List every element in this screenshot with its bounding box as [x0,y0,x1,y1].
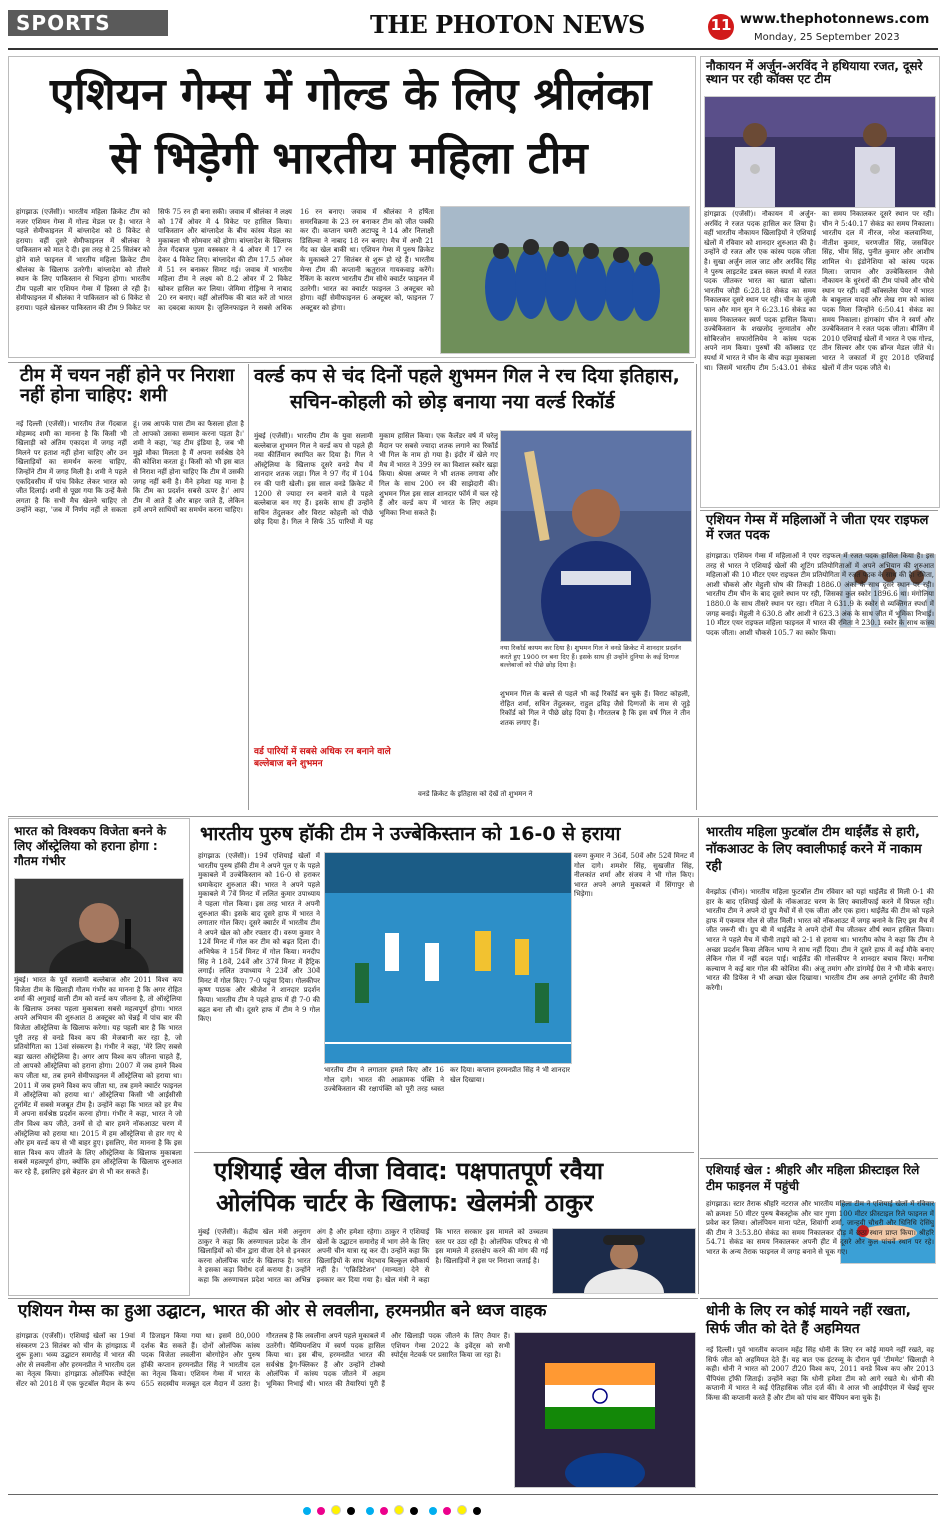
gill-headline-1: वर्ल्ड कप से चंद दिनों पहले शुभमन गिल ने रच दिया इतिहास, [254,365,680,387]
divider [700,1298,938,1299]
opening-headline: एशियन गेम्स का हुआ उद्घाटन, भारत की ओर से लवलीना, हरमनप्रीत बने ध्वज वाहक [18,1301,547,1321]
hockey-photo-match [324,852,572,1064]
gambhir-article-body: मुंबई। भारत के पूर्व सलामी बल्लेबाज और 2011 विश्व कप विजेता टीम के खिलाड़ी गौतम गंभीर का मानना है कि अगर रोहित शर्मा की अगुवाई वाली टीम को वर्ल्ड कप जीतना है, तो ऑस्ट्रेलिया के खिलाफ उनका पहला मुकाबला सबसे महत्वपूर्ण होगा। भारत अपने अभियान की शुरुआत 8 अक्टूबर को चेन्नई में पांच बार की विजेता ऑस्ट्रेलिया के खिलाफ करेगा। यह पहली बार है कि भारत पूरी तरह से वनडे विश्व कप की मेजबानी कर रहा है, जो प्रतियोगिता का 13वां संस्करण है। गंभीर ने कहा, 'मेरे लिए सबसे बड़ा खतरा ऑस्ट्रेलिया है। अगर आप विश्व कप जीतना चाहते हैं, तो आपको ऑस्ट्रेलिया को हराना होगा। 2007 में जब हमने विश्व कप जीता था, तब हमने सेमीफाइनल में ऑस्ट्रेलिया को हराया था। 2011 में जब हमने विश्व कप जीता था, तब हमने क्वार्टर फाइनल में ऑस्ट्रेलिया को हराया था।' ऑस्ट्रेलिया किसी भी आईसीसी टूर्नामेंट में सबसे मजबूत टीम है। उन्होंने कहा कि भारत को हर मैच में अपना सर्वश्रेष्ठ प्रदर्शन करना होगा। गंभीर ने कहा, भारत ने जो तीन विश्व कप जीते, उनमें से दो बार हमने नॉकआउट चरण में ऑस्ट्रेलिया को हराया था। 2015 में हम ऑस्ट्रेलिया से हार गए थे और हम वर्ल्ड कप से भी बाहर हुए। इसलिए, मेरा मानना है कि इस साल विश्व कप जीतने के लिए ऑस्ट्रेलिया के खिलाफ मुकाबला सबसे महत्वपूर्ण होगा, क्योंकि हम ऑस्ट्रेलिया के खिलाफ शुरुआत कर रहे हैं, इसलिए इसे बेहतर ढंग से भी कर सकते हैं। [14,976,182,1176]
hockey-article-body: हांगझाऊ (एजेंसी)। 19वें एशियाई खेलों में भारतीय पुरुष हॉकी टीम ने अपने पूल ए के पहले मुकाबले में उज्बेकिस्तान को 16-0 से हराकर धमाकेदार शुरुआत की। भारत ने अपने पहले मुकाबले में 7वें मिनट में ललित कुमार उपाध्याय ने पहला गोल किया। इस तरह भारत ने अपनी शुरुआत की। इसके बाद दूसरे हाफ में भारत ने लगातार गोल किए। दूसरे क्वार्टर में भारतीय टीम ने अपने खेल को और रफ्तार दी। वरुण कुमार ने 12वें मिनट में गोल कर टीम को बढ़त दिला दी। अभिषेक ने 15वें मिनट में गोल किया। मनदीप सिंह ने 18वें, 24वें और 37वें मिनट में हैट्रिक लगाई। ललित उपाध्याय ने 23वें और 30वें मिनट में गोल किए। 7-0 पहुंचा दिया। गोलकीपर कृष्ण पाठक और श्रीजेश ने शानदार प्रदर्शन किया। भारतीय टीम ने पहले हाफ में ही 7-0 की बढ़त बना ली थी। दूसरे हाफ में टीम ने 9 गोल किए। [198,852,320,1024]
opening-photo-flag-bearers [514,1332,696,1488]
gill-pullquote: वर्ड पारियों में सबसे अधिक रन बनाने वाले बल्लेबाज बने शुभमन [254,747,391,769]
lead-article-body: हांगझाऊ (एजेंसी)। भारतीय महिला क्रिकेट टीम को नजर एशियन गेम्स में गोल्ड मेडल पर है। भारत ने पहले सेमीफाइनल में बांग्लादेश को 8 विकेट से हराया। वहीं दूसरे सेमीफाइनल में श्रीलंका ने पाकिस्तान को मात दे दी। इस तरह से 25 सितंबर को होने वाले फाइनल में भारतीय महिला क्रिकेट टीम श्रीलंका के खिलाफ उतरेगी। बांग्लादेश को तीसरे स्थान के लिए पाकिस्तान से भिड़ना होगा। भारतीय टीम पहली बार एशियन गेम्स में हिस्सा ले रही है। सेमीफाइनल में श्रीलंका ने पाकिस्तान को 6 विकेट से हराया। पहले खेलकर पाकिस्तान की टीम 9 विकेट पर सिर्फ 75 रन ही बना सकी। जवाब में श्रीलंका ने लक्ष्य को 17वें ओवर में 4 विकेट पर हासिल किया। पाकिस्तान और बांग्लादेश के बीच कांस्य मेडल का मुकाबला भी सोमवार को होगा। बांग्लादेश के खिलाफ तेज गेंदबाज पूजा वस्त्रकार ने 4 ओवर में 17 रन देकर 4 विकेट लिए। बांग्लादेश की टीम 17.5 ओवर में 51 रन बनाकर सिमट गई। जवाब में भारतीय महिला टीम ने लक्ष्य को 8.2 ओवर में 2 विकेट खोकर हासिल कर लिया। जेमिमा रोड्रिग्स ने नाबाद 20 रन बनाए। वहीं ओलंपिक की बात करें तो भारत का दबदबा कायम है। जुलिनफाइल ने सबसे अधिक 16 रन बनाए। जवाब में श्रीलंका ने हर्षिता समरविक्रमा के 23 रन बनाकर टीम को जीत पक्की कर दी। कप्तान चमरी अटापट्टू ने 14 और निलाक्षी डिसिल्वा ने नाबाद 18 रन बनाए। मैच में अभी 21 गेंद का खेल बाकी था। एशियन गेम्स में पुरुष क्रिकेट के मुकाबले 27 सितंबर से शुरू हो रहे हैं। भारतीय मेन्स टीम की कप्तानी ऋतुराज गायकवाड़ करेंगे। रैंकिंग के कारण भारतीय टीम सीधे क्वार्टर फाइनल में उतरेगी। भारत का क्वार्टर फाइनल 3 अक्टूबर को होगा। वहीं सेमीफाइनल 6 अक्टूबर को, फाइनल 7 अक्टूबर को होगा। [16,208,434,312]
shooting-article-body: हांगझाऊ। एशियन गेम्स में महिलाओं ने एयर राइफल में रजत पदक हासिल किया है। इस तरह से भारत ने एशियाई खेलों की शूटिंग प्रतियोगिताओं में अपने अभियान की शुरुआत महिलाओं की 10 मीटर एयर राइफल टीम प्रतियोगिता में रजत पदक के साथ की है। रमिता, आशी चौकसे और मेहुली घोष की तिकड़ी 1886.0 अंकों के साथ दूसरे स्थान पर रही। भारतीय टीम चीन के बाद दूसरे स्थान पर रही, जिसका कुल स्कोर 1896.6 था। मंगोलिया 1880.0 के साथ तीसरे स्थान पर रहा। रमिता ने 631.9 के स्कोर से व्यक्तिगत स्पर्धा में जगह बनाई। मेहुली ने 630.8 और आशी ने 623.3 अंक के साथ जीत में भूमिका निभाई। 10 मीटर एयर राइफल महिला फाइनल में भारत की रमिता ने 230.1 स्कोर के साथ कांस्य पदक जीता। आशी चौकसे 105.7 का स्कोर किया। [706,552,934,637]
page-number: 11 [710,16,732,34]
footer-rule [8,1494,938,1495]
lead-headline-2: से भिड़ेगी भारतीय महिला टीम [110,133,588,184]
divider [248,364,249,810]
relay-article-body: हांगझाऊ। स्टार तैराक श्रीहरि नटराज और भारतीय महिला टीम ने एशियाई खेलों में रविवार को क्रमशः 50 मीटर पुरुष बैकस्ट्रोक और चार गुणा 100 मीटर फ्रीस्टाइल रिले फाइनल में प्रवेश कर लिया। ओलंपियन माना पटेल, शिवांगी शर्मा, जान्हवी चौधरी और धिनिधि देसिंघु की टीम ने 3:53.80 सेकंड का समय निकालकर दौड़ में छठा स्थान प्राप्त किया। श्रीहरि 54.71 सेकंड का समय निकालकर अपनी हीट में दूसरे और कुल पांचवें स्थान पर रहे। भारत के अन्य तैराक फाइनल में जगह बनाने से चूक गए। [706,1200,934,1256]
visa-article-body: मुंबई (एजेंसी)। केंद्रीय खेल मंत्री अनुराग ठाकुर ने कहा कि अरुणाचल प्रदेश के तीन खिलाड़ियों को चीन द्वारा वीजा देने से इनकार करना ओलंपिक चार्टर के खिलाफ है। भारत ने इसका कड़ा विरोध दर्ज कराया है। उन्होंने कहा कि अरुणाचल प्रदेश भारत का अभिन्न अंग है और हमेशा रहेगा। ठाकुर ने एशियाई खेलों के उद्घाटन समारोह में भाग लेने के लिए अपनी चीन यात्रा रद्द कर दी। उन्होंने कहा कि खिलाड़ियों के साथ भेदभाव बिल्कुल स्वीकार्य नहीं है। 'एक्रिडिटेशन' (मान्यता) देने से इनकार कर दिया गया है। खेल मंत्री ने कहा कि भारत सरकार इस मामले को उच्चतम स्तर पर उठा रही है। ओलंपिक परिषद से भी इस मामले में हस्तक्षेप करने की मांग की गई है। खिलाड़ियों ने इस पर निराशा जताई है। [198,1228,548,1284]
dhoni-article-body: नई दिल्ली। पूर्व भारतीय कप्तान महेंद्र सिंह धोनी के लिए रन कोई मायने नहीं रखते, वह सिर्फ जीत को अहमियत देते हैं। यह बात एक इंटरव्यू के दौरान पूर्व 'टीममेट' खिलाड़ी ने कही। धोनी ने भारत को 2007 टी20 विश्व कप, 2011 वनडे विश्व कप और 2013 चैंपियंस ट्रॉफी जिताई। उन्होंने कहा कि धोनी हमेशा टीम को आगे रखते थे। धोनी की कप्तानी में भारत ने कई ऐतिहासिक जीत दर्ज कीं। वे आज भी आईपीएल में चेन्नई सुपर किंग्स की कप्तानी करते हैं और टीम को पांच बार चैंपियन बना चुके हैं। [706,1346,934,1402]
gill-article-tail: वनडे क्रिकेट के इतिहास को देखें तो शुभमन ने [418,790,533,798]
masthead: THE PHOTON NEWS [370,10,645,39]
divider [700,510,938,511]
gill-photo-caption: नया रिकॉर्ड कायम कर दिया है। शुभमन गिल ने वनडे क्रिकेट में शानदार प्रदर्शन करते हुए 1900 रन बना दिए हैं। इसके साथ ही उन्होंने दुनिया के कई दिग्गज बल्लेबाजों को पीछे छोड़ दिया है। [500,644,681,669]
shami-headline: टीम में चयन नहीं होने पर निराशा नहीं होना चाहिए: शमी [20,365,235,407]
opening-article-body: हांगझाऊ (एजेंसी)। एशियाई खेलों का 19वां संस्करण 23 सितंबर को चीन के हांगझाऊ में शुरू हुआ। भव्य उद्घाटन समारोह में भारत की ओर से लवलीना और हरमनप्रीत ने भारतीय दल का नेतृत्व किया। हांगझाऊ ओलंपिक स्पोर्ट्स सेंटर को 2018 में एक फुटबॉल मैदान के रूप में डिजाइन किया गया था। इसमें 80,000 दर्शक बैठ सकते हैं। दोनों ओलंपिक कांस्य पदक विजेता लवलीना बोरगोहेन और पुरुष हॉकी कप्तान हरमनप्रीत सिंह ने भारतीय दल का नेतृत्व किया। एशियन गेम्स में भारत के 655 सदस्यीय मजबूत दल मैदान में उतरा है। गौरतलब है कि लवलीना अपने पहले मुकाबले में उतरेंगी। चैम्पियनशिप में स्वर्ण पदक हासिल किया था। इस बीच, हरमनप्रीत भारत की सर्वश्रेष्ठ ड्रैग-फ्लिकर हैं और उन्होंने टोक्यो ओलंपिक में कांस्य पदक जीतने में अहम भूमिका निभाई थी। भारत की तैयारियां पूरी हैं और खिलाड़ी पदक जीतने के लिए तैयार हैं। एशियन गेम्स 2022 के इवेंट्स को सभी स्पोर्ट्स नेटवर्क पर प्रसारित किया जा रहा है। [16,1332,510,1388]
gill-article-body-2: शुभमन गिल के बल्ले से पहले भी कई रिकॉर्ड बन चुके हैं। विराट कोहली, रोहित शर्मा, सचिन तेंदुलकर, राहुल द्रविड़ जैसे दिग्गजों के नाम से जुड़े रिकॉर्ड को गिल ने पीछे छोड़ दिया है। गौरतलब है कि इस वर्ष गिल ने तीन शतक लगाए हैं। [500,690,690,727]
website[interactable]: www.thephotonnews.com [740,12,930,27]
divider [698,818,699,1294]
rowing-article-body: हांगझाऊ (एजेंसी)। नौकायन में अर्जुन-अरविंद ने रजत पदक हासिल कर लिया है। वहीं भारतीय नौकायन खिलाड़ियों ने एशियाई खेलों में रविवार को शानदार शुरुआत की है। उन्होंने दो रजत और एक कांस्य पदक जीता है। सुखा अर्जुन लाल जाट और अरविंद सिंह ने पुरुष लाइटवेट डबल स्कल स्पर्धा में रजत पदक जीतकर भारत का खाता खोला। भारतीय जोड़ी 6:28.18 सेकंड का समय निकालकर दूसरे स्थान पर रही। चीन के जुंजी फान और मान सुन ने 6:23.16 सेकंड का समय निकालकर स्वर्ण पदक हासिल किया। उज्बेकिस्तान के शखजोद नूरमातोव और सोबिरजोन सफारोलियेव ने कांस्य पदक अपने नाम किया। पुरुषों की कॉक्सड एट स्पर्धा में भारत ने चीन के बीच कड़ा मुकाबला था। जिसमें भारतीय टीम 5:43.01 सेकंड का समय निकालकर दूसरे स्थान पर रही। चीन ने 5:40.17 सेकंड का समय निकाला। भारतीय दल में नीरज, नरेश कलवानिया, नीतीश कुमार, चरणजीत सिंह, जसविंदर सिंह, भीम सिंह, पुनीत कुमार और आशीष शामिल थे। इंडोनेशिया को कांस्य पदक मिला। जापान और उज्बेकिस्तान जैसे नौकायन के धुरंधरों की टीम पांचवें और चौथे स्थान पर रहीं। वहीं कॉक्सलेस पेयर में भारत के बाबूलाल यादव और लेख राम को कांस्य पदक मिला जिन्होंने 6:50.41 सेकंड का समय निकाला। हांगकांग चीन ने स्वर्ण और उज्बेकिस्तान ने रजत पदक जीता। बीजिंग में 2010 एशियाई खेलों में भारत ने एक गोल्ड, तीन सिल्वर और एक ब्रॉन्ज मेडल जीते थे। भारत ने जकार्ता में हुए 2018 एशियाई खेलों में तीन पदक जीते थे। [704,210,934,372]
hockey-article-body-2: वरुण कुमार ने 36वें, 50वें और 52वें मिनट में गोल दागे। शमशेर सिंह, सुखजीत सिंह, नीलकांत शर्मा और संजय ने भी गोल किए। भारत अपने अगले मुकाबले में सिंगापुर से भिड़ेगा। [574,852,694,899]
issue-date: Monday, 25 September 2023 [754,32,900,43]
football-article-body: वेनझोऊ (चीन)। भारतीय महिला फुटबॉल टीम रविवार को यहां थाईलैंड से मिली 0-1 की हार के बाद एशियाई खेलों के नॉकआउट चरण के लिए क्वालीफाई करने में विफल रही। भारतीय टीम ने अपने दो ग्रुप मैचों में से एक जीता और एक हारा। थाईलैंड की टीम को पहले हाफ में एकमात्र गोल से जीत मिली। भारत को नॉकआउट में जगह बनाने के लिए इस मैच में जीत जरूरी थी। ग्रुप बी में थाईलैंड ने अपने दोनों मैच जीतकर शीर्ष स्थान हासिल किया। भारत ने पहले मैच में चीनी ताइपे को 2-1 से हराया था। भारतीय कोच ने कहा कि टीम ने अच्छा प्रदर्शन किया लेकिन भाग्य ने साथ नहीं दिया। टीम ने दूसरे हाफ में कई मौके बनाए लेकिन गोल में नहीं बदल पाई। थाईलैंड की गोलकीपर ने शानदार बचाव किए। मनीषा कल्याण ने कई बार गोल की कोशिश की। अंजू तमांग और डांगमेई ग्रेस ने भी मौके बनाए। भारत की डिफेंस ने भी अच्छा खेल दिखाया। भारतीय टीम अब अगले टूर्नामेंट की तैयारी करेगी। [706,888,934,992]
football-headline: भारतीय महिला फुटबॉल टीम थाईलैंड से हारी, नॉकआउट के लिए क्वालीफाई करने में नाकाम रही [706,825,922,874]
header-rule [8,48,938,50]
divider [700,1158,938,1159]
gill-article-body: मुंबई (एजेंसी)। भारतीय टीम के युवा सलामी बल्लेबाज शुभमन गिल ने वर्ल्ड कप से पहले ही नया कीर्तिमान स्थापित कर दिया है। गिल ने ऑस्ट्रेलिया के खिलाफ दूसरे वनडे मैच में शानदार शतक जड़ा। गिल ने 97 गेंद में 104 रन की पारी खेली। इस साल वनडे क्रिकेट में 1200 से ज्यादा रन बनाने वाले वे पहले बल्लेबाज बन गए हैं। इसके साथ ही उन्होंने सचिन तेंदुलकर और विराट कोहली को पीछे छोड़ दिया है। गिल ने सिर्फ 35 पारियों में यह मुकाम हासिल किया। एक कैलेंडर वर्ष में घरेलू मैदान पर सबसे ज्यादा शतक लगाने का रिकॉर्ड भी गिल के नाम हो गया है। इंदौर में खेले गए मैच में भारत ने 399 रन का विशाल स्कोर खड़ा किया। श्रेयस अय्यर ने भी शतक लगाया और गिल के साथ 200 रन की साझेदारी की। शुभमन गिल इस साल शानदार फॉर्म में चल रहे हैं और वर्ल्ड कप में भारत के लिए अहम भूमिका निभा सकते हैं। [254,432,498,527]
gill-headline-2: सचिन-कोहली को छोड़ बनाया नया वर्ल्ड रिकॉर्ड [290,391,615,413]
lead-photo-team-huddle [440,206,690,354]
gill-photo-celebration [500,430,692,642]
relay-headline: एशियाई खेल : श्रीहरि और महिला फ्रीस्टाइल रिले टीम फाइनल में पहुंची [706,1163,920,1193]
shooting-headline: एशियन गेम्स में महिलाओं ने जीता एयर राइफल में रजत पदक [706,513,929,543]
dhoni-headline: धोनी के लिए रन कोई मायने नहीं रखता, सिर्फ जीत को देते हैं अहमियत [706,1303,911,1337]
lead-headline-1: एशियन गेम्स में गोल्ड के लिए श्रीलंका [50,69,652,120]
hockey-article-body-3: भारतीय टीम ने लगातार हमले किए और 16 गोल दागे। भारत की आक्रामक पंक्ति ने उज्बेकिस्तान की रक्षापंक्ति को पूरी तरह ध्वस्त कर दिया। कप्तान हरमनप्रीत सिंह ने भी शानदार खेल दिखाया। [324,1066,570,1094]
gambhir-headline: भारत को विश्वकप विजेता बनने के लिए ऑस्ट्रेलिया को हराना होगा : गौतम गंभीर [14,824,167,868]
rowing-photo-medalists [704,96,936,208]
visa-photo-minister [552,1228,696,1294]
divider [8,362,694,363]
divider [8,1298,698,1299]
gambhir-photo [14,878,184,974]
hockey-headline: भारतीय पुरुष हॉकी टीम ने उज्बेकिस्तान को 16-0 से हराया [200,823,621,845]
divider [696,364,697,810]
divider [8,816,938,817]
divider [194,1152,694,1153]
shami-article-body: नई दिल्ली (एजेंसी)। भारतीय तेज गेंदबाज मोहम्मद शमी का मानना है कि किसी भी खिलाड़ी को अंतिम एकादश में जगह नहीं मिलने पर हताश नहीं होना चाहिए और उन खिलाड़ियों का समर्थन करना चाहिए, जिन्होंने टीम में जगह मिली है। शमी ने पहले एकदिवसीय में पांच विकेट लेकर भारत को जीत दिलाई। शमी से पूछा गया कि उन्हें कैसे लगता है कि सभी मैच खेलने चाहिए तो उन्होंने कहा, 'जब में निर्णय नहीं ले सकता हूं। जब आपके पास टीम का फैसला होता है तो आपको उसका सम्मान करना पड़ता है।' शमी ने कहा, 'यह टीम इंडिया है, जब भी मुझे मौका मिलता है मैं अपना सर्वश्रेष्ठ देने की कोशिश करता हूं। किसी को भी इस बात से निराश नहीं होना चाहिए कि टीम में उसकी जगह नहीं बनी है। मैंने हमेशा यह माना है कि टीम का प्रदर्शन सबसे ऊपर है।' आप टीम में आते हैं और बाहर जाते हैं, लेकिन हमें अपने साथियों का समर्थन करना चाहिए। [16,420,244,515]
visa-headline-1: एशियाई खेल वीजा विवाद: पक्षपातपूर्ण रवैया [214,1157,604,1185]
section-label: SPORTS [16,11,111,35]
visa-headline-2: ओलंपिक चार्टर के खिलाफ: खेलमंत्री ठाकुर [216,1189,594,1217]
print-registration-marks [300,1500,484,1519]
rowing-headline: नौकायन में अर्जुन-अरविंद ने हथियाया रजत, दूसरे स्थान पर रही कॉक्स एट टीम [706,59,923,87]
